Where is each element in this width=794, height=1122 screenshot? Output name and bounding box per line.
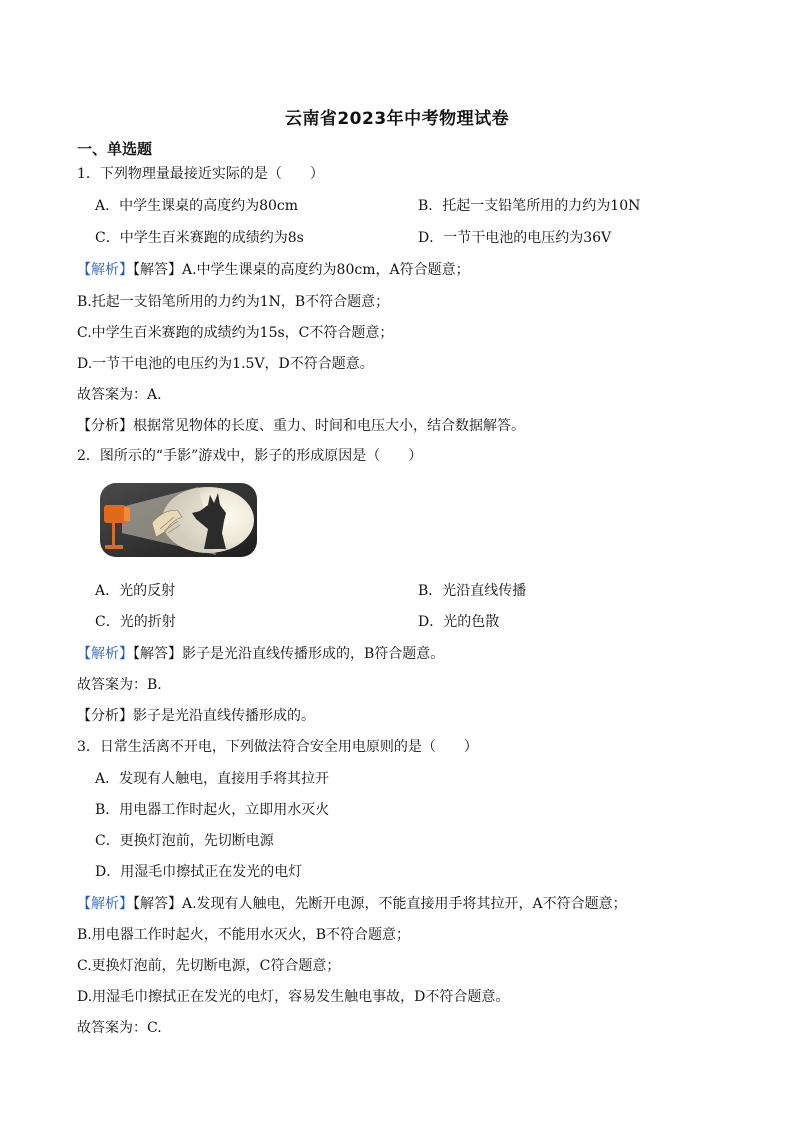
question-3-option-d: D．用湿毛巾擦拭正在发光的电灯 xyxy=(95,864,303,880)
solution-line: D.用湿毛巾擦拭正在发光的电灯，容易发生触电事故，D不符合题意。 xyxy=(77,989,510,1005)
solution-line: C.中学生百米赛跑的成绩约为15s，C不符合题意； xyxy=(77,325,394,341)
answer-tag: 【解答】 xyxy=(133,896,182,912)
question-2-stem: 2．图所示的“手影”游戏中，影子的形成原因是（ ） xyxy=(77,448,423,464)
question-3-solution xyxy=(77,894,627,914)
analysis-text: 根据常见物体的长度、重力、时间和电压大小，结合数据解答。 xyxy=(133,418,525,434)
question-2-option-b: B．光沿直线传播 xyxy=(418,583,527,599)
final-answer: 故答案为：A. xyxy=(77,387,162,403)
analysis-tag: 【解析】 xyxy=(77,262,133,278)
question-1-option-a: A．中学生课桌的高度约为80cm xyxy=(95,198,299,214)
solution-line: C.更换灯泡前，先切断电源，C符合题意； xyxy=(77,958,341,974)
question-2-option-c: C．光的折射 xyxy=(95,614,176,630)
analysis-tag: 【解析】 xyxy=(77,646,133,662)
answer-tag: 【解答】 xyxy=(133,262,182,278)
question-1-analysis xyxy=(77,416,525,436)
analysis-tag: 【解析】 xyxy=(77,896,133,912)
question-3-option-b: B．用电器工作时起火，立即用水灭火 xyxy=(95,802,330,818)
solution-line: B.托起一支铅笔所用的力约为1N，B不符合题意； xyxy=(77,294,390,310)
answer-tag: 【解答】 xyxy=(133,646,182,662)
question-2-solution xyxy=(77,644,444,664)
question-1-option-b: B．托起一支铅笔所用的力约为10N xyxy=(418,198,641,214)
analysis-label: 【分析】 xyxy=(77,418,133,434)
hand-shadow-figure xyxy=(100,483,257,557)
analysis-label: 【分析】 xyxy=(77,708,133,724)
question-1-option-c: C．中学生百米赛跑的成绩约为8s xyxy=(95,230,304,246)
final-answer: 故答案为：B. xyxy=(77,677,162,693)
question-2-analysis xyxy=(77,706,315,726)
page-title: 云南省2023年中考物理试卷 xyxy=(284,109,510,129)
question-2-option-d: D．光的色散 xyxy=(418,614,500,630)
solution-line: B.用电器工作时起火，不能用水灭火，B不符合题意； xyxy=(77,927,411,943)
solution-line: 影子是光沿直线传播形成的，B符合题意。 xyxy=(182,646,445,662)
question-1-stem: 1．下列物理量最接近实际的是（ ） xyxy=(77,166,324,182)
question-3-option-a: A．发现有人触电，直接用手将其拉开 xyxy=(95,771,330,787)
question-3-stem: 3．日常生活离不开电，下列做法符合安全用电原则的是（ ） xyxy=(77,739,478,755)
question-2-option-a: A．光的反射 xyxy=(95,583,176,599)
solution-line: A.中学生课桌的高度约为80cm，A符合题意； xyxy=(182,262,470,278)
section-heading: 一、单选题 xyxy=(77,140,153,158)
question-3-option-c: C．更换灯泡前，先切断电源 xyxy=(95,833,274,849)
solution-line: D.一节干电池的电压约为1.5V，D不符合题意。 xyxy=(77,356,374,372)
solution-line: A.发现有人触电，先断开电源，不能直接用手将其拉开，A不符合题意； xyxy=(182,896,627,912)
question-1-solution xyxy=(77,260,470,280)
analysis-text: 影子是光沿直线传播形成的。 xyxy=(133,708,315,724)
question-1-option-d: D．一节干电池的电压约为36V xyxy=(418,230,612,246)
final-answer: 故答案为：C. xyxy=(77,1020,162,1036)
